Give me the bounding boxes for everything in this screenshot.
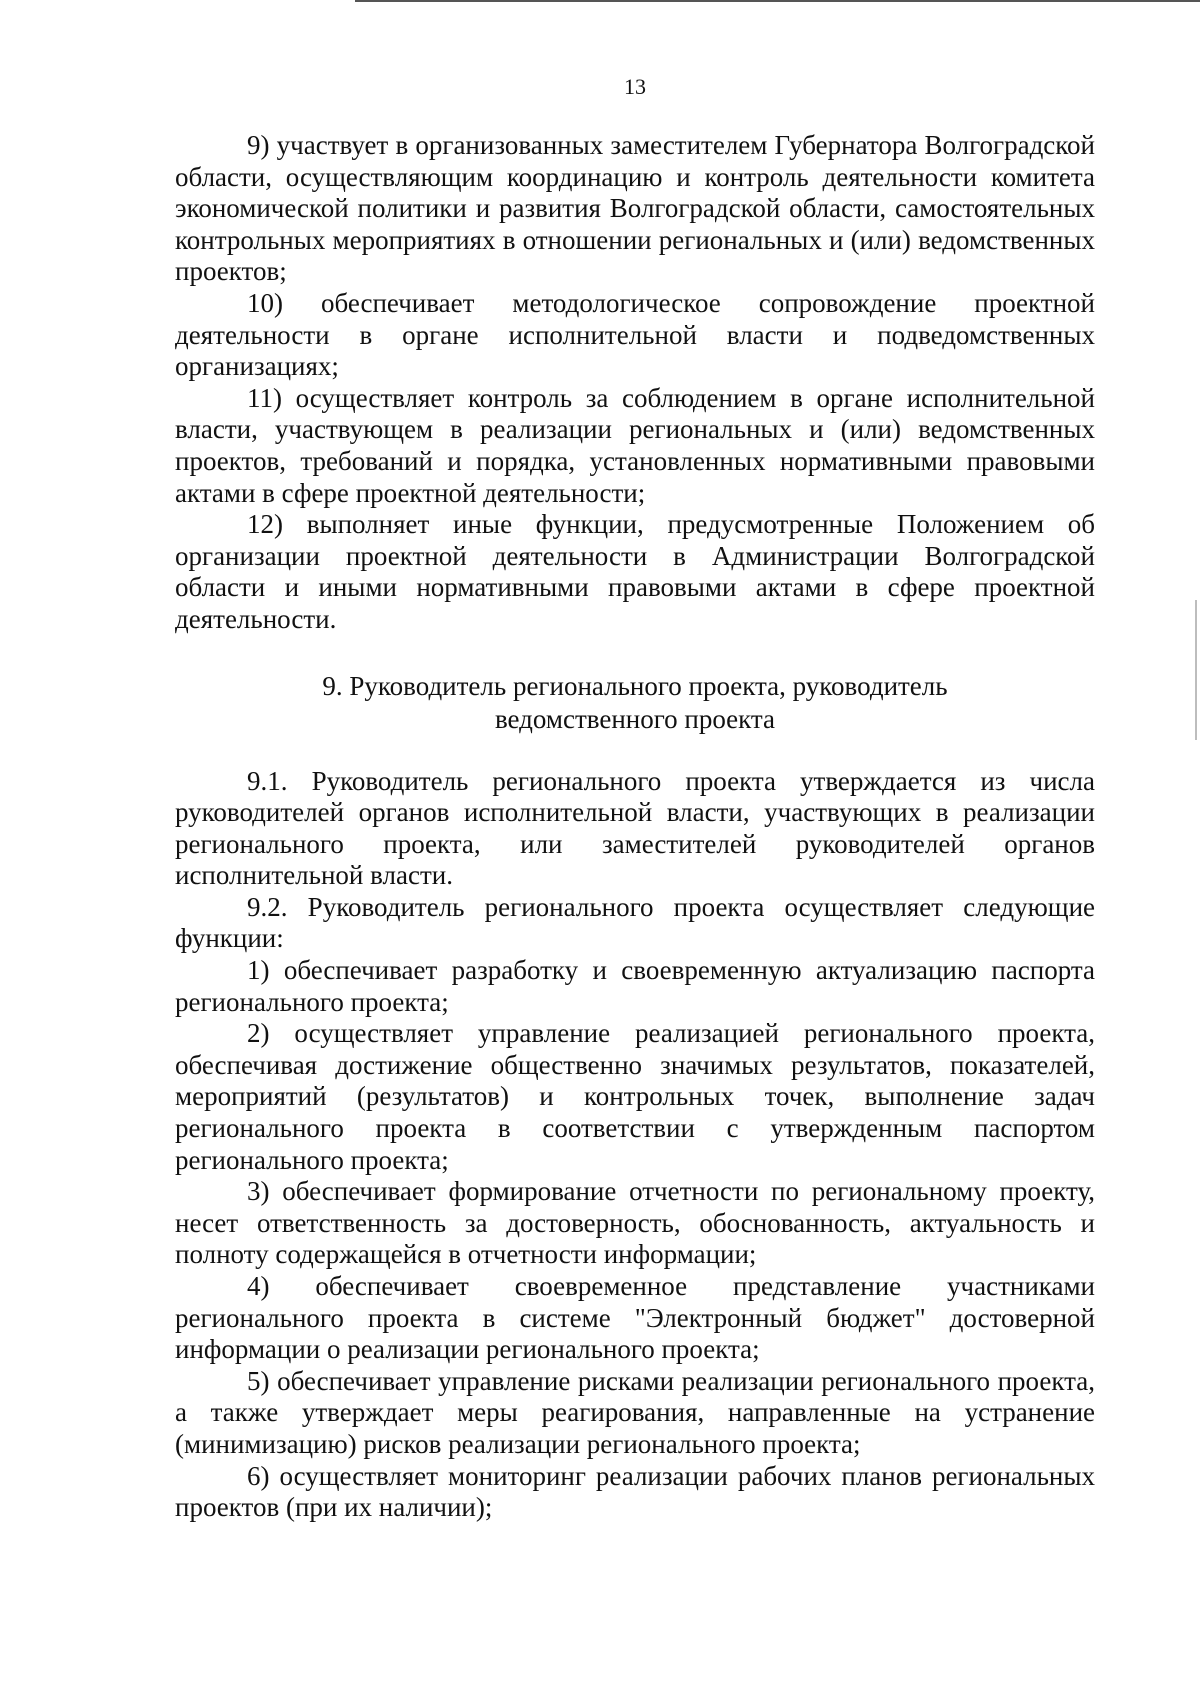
section-heading-line: ведомственного проекта xyxy=(494,703,776,734)
paragraph: 4) обеспечивает своевременное представление участниками регионального проекта в системе "Электронный бюджет" достоверной информации о реализации регионального проекта; xyxy=(175,1271,1095,1365)
paragraph: 9.2. Руководитель регионального проекта осуществляет следующие функции: xyxy=(175,891,1095,954)
paragraph: 5) обеспечивает управление рисками реализации регионального проекта, а также утверждает меры реагирования, направленные на устранение (минимизацию) рисков реализации регионального проекта; xyxy=(175,1365,1095,1459)
paragraph: 3) обеспечивает формирование отчетности по региональному проекту, несет ответственность за достоверность, обоснованность, актуальность и полноту содержащейся в отчетности информации; xyxy=(175,1176,1095,1270)
scan-edge-mark xyxy=(1195,600,1197,740)
paragraph: 9.1. Руководитель регионального проекта утверждается из числа руководителей органов исполнительной власти, участвующих в реализации регионального проекта, или заместителей руководителей органов исполнительной власти. xyxy=(175,765,1095,891)
paragraph: 1) обеспечивает разработку и своевременную актуализацию паспорта регионального проекта; xyxy=(175,955,1095,1017)
paragraph: 2) осуществляет управление реализацией регионального проекта, обеспечивая достижение общественно значимых результатов, показателей, мероприятий (результатов) и контрольных точек, выполнение задач регионального проекта в соответствии с утвержденным паспортом регионального проекта; xyxy=(175,1018,1095,1175)
paragraph: 11) осуществляет контроль за соблюдением в органе исполнительной власти, участвующем в реализации региональных и (или) ведомственных проектов, требований и порядка, установленных нормативными правовыми актами в сфере проектной деятельности; xyxy=(175,382,1095,508)
page-number: 13 xyxy=(624,74,646,99)
paragraph: 6) осуществляет мониторинг реализации рабочих планов региональных проектов (при их наличии); xyxy=(175,1460,1095,1523)
paragraph: 10) обеспечивает методологическое сопровождение проектной деятельности в органе исполнительной власти и подведомственных организациях; xyxy=(175,287,1095,382)
document-body xyxy=(175,130,1095,1524)
scan-top-rule xyxy=(355,0,1200,2)
section-heading-line: 9. Руководитель регионального проекта, руководитель xyxy=(322,670,948,701)
section-heading xyxy=(175,670,1095,736)
paragraph: 9) участвует в организованных заместителем Губернатора Волгоградской области, осуществляющим координацию и контроль деятельности комитета экономической политики и развития Волгоградской области, самостоятельных контрольных мероприятиях в отношении региональных и (или) ведомственных проектов; xyxy=(175,130,1095,287)
paragraph: 12) выполняет иные функции, предусмотренные Положением об организации проектной деятельности в Администрации Волгоградской области и иными нормативными правовыми актами в сфере проектной деятельности. xyxy=(175,509,1095,634)
